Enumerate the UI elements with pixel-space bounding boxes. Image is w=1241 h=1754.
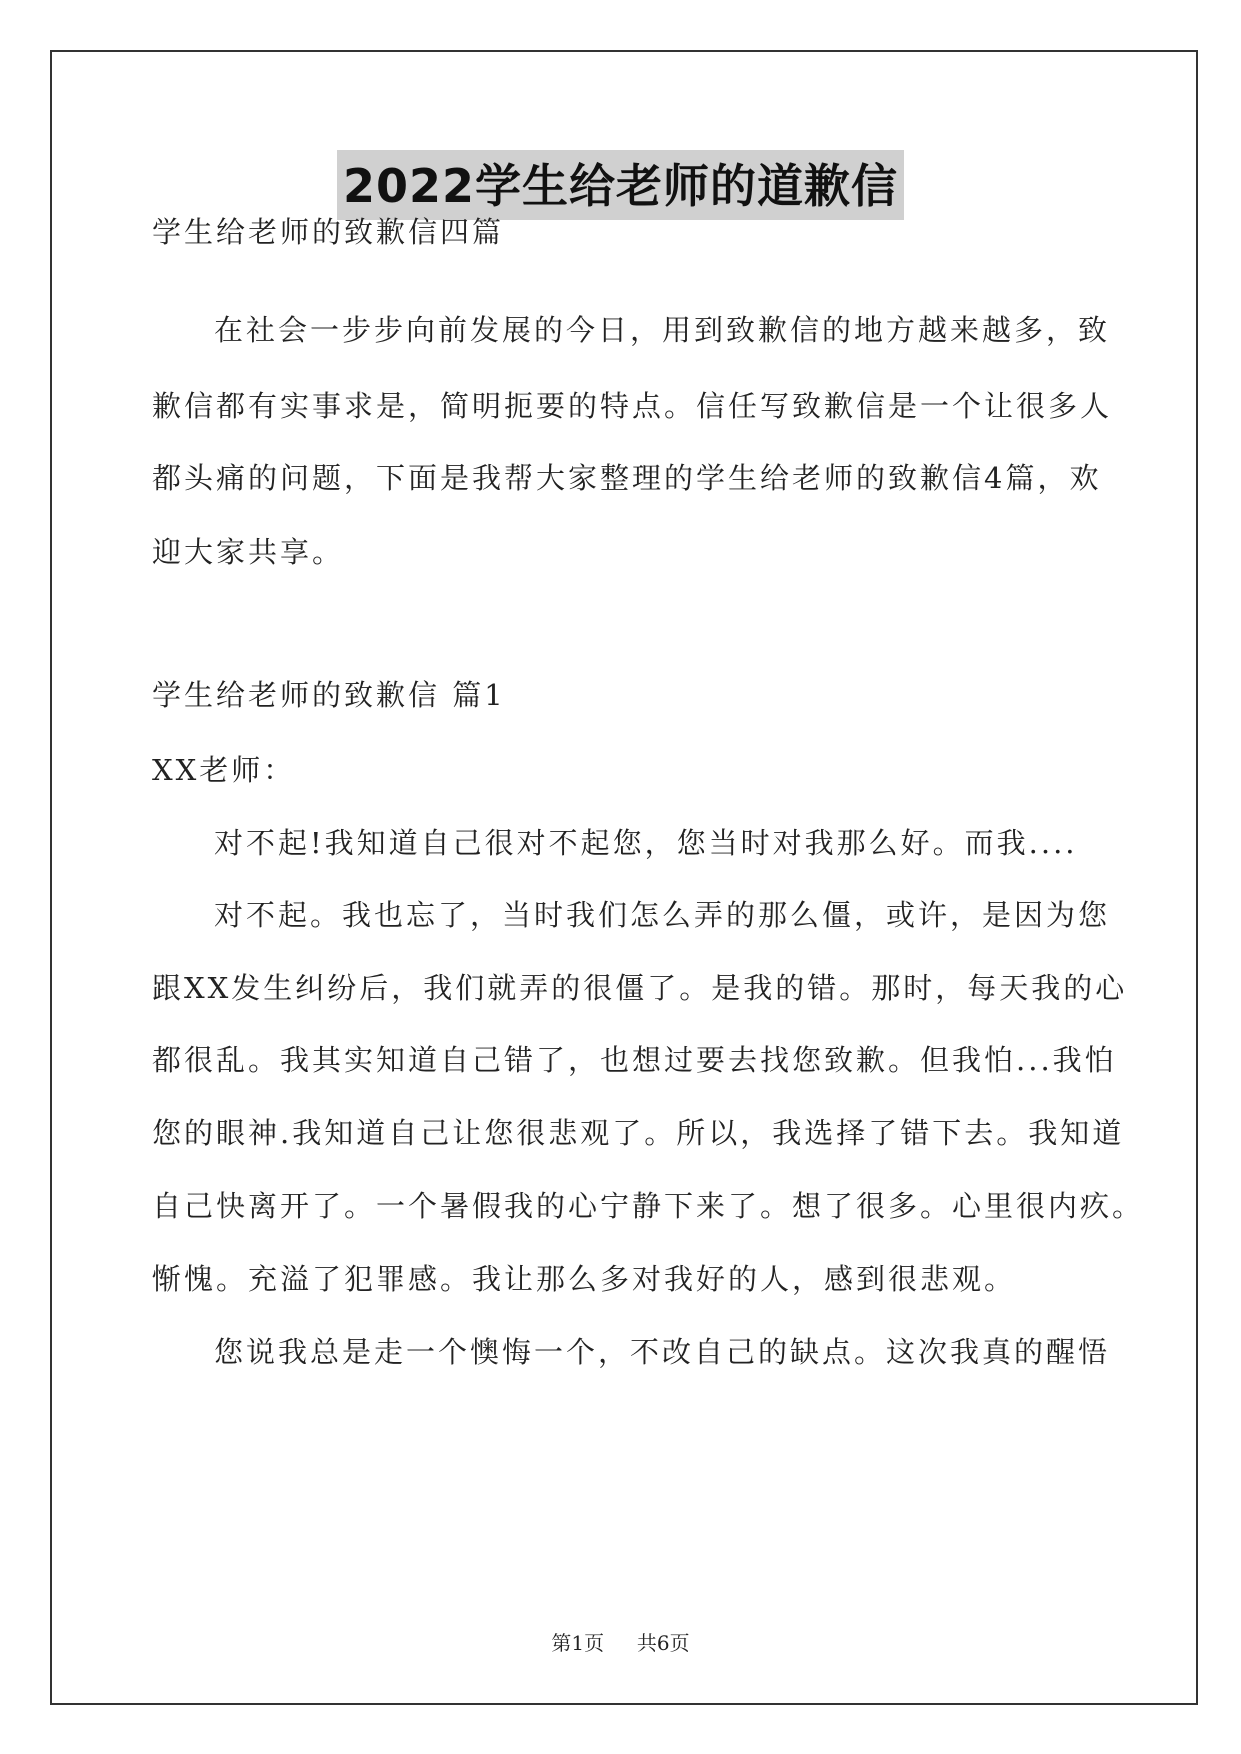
page-number: 第1页 [551, 1631, 605, 1655]
intro-line: 都头痛的问题，下面是我帮大家整理的学生给老师的致歉信4篇，欢 [152, 461, 1102, 495]
document-subtitle: 学生给老师的致歉信四篇 [152, 215, 505, 249]
body-line: 对不起!我知道自己很对不起您，您当时对我那么好。而我.... [214, 826, 1078, 860]
salutation: XX老师： [152, 753, 296, 787]
intro-line: 歉信都有实事求是，简明扼要的特点。信任写致歉信是一个让很多人 [152, 389, 1113, 423]
body-line: 都很乱。我其实知道自己错了，也想过要去找您致歉。但我怕...我怕 [152, 1043, 1117, 1077]
intro-line: 在社会一步步向前发展的今日，用到致歉信的地方越来越多，致 [214, 313, 1111, 347]
page-border [50, 50, 1198, 1705]
intro-line: 迎大家共享。 [152, 535, 345, 569]
title-wrap [0, 150, 1241, 220]
body-line: 您的眼神.我知道自己让您很悲观了。所以，我选择了错下去。我知道 [152, 1116, 1125, 1150]
body-line: 自己快离开了。一个暑假我的心宁静下来了。想了很多。心里很内疚。 [152, 1189, 1145, 1223]
page-footer [0, 1630, 1241, 1656]
body-line: 对不起。我也忘了，当时我们怎么弄的那么僵，或许，是因为您 [214, 898, 1111, 932]
body-line: 跟XX发生纠纷后，我们就弄的很僵了。是我的错。那时，每天我的心 [152, 971, 1128, 1005]
page-total: 共6页 [636, 1631, 690, 1655]
body-line: 惭愧。充溢了犯罪感。我让那么多对我好的人，感到很悲观。 [152, 1262, 1017, 1296]
document-title: 2022学生给老师的道歉信 [337, 150, 904, 220]
section-heading: 学生给老师的致歉信 篇1 [152, 678, 506, 712]
body-line: 您说我总是走一个懊悔一个，不改自己的缺点。这次我真的醒悟 [214, 1335, 1111, 1369]
